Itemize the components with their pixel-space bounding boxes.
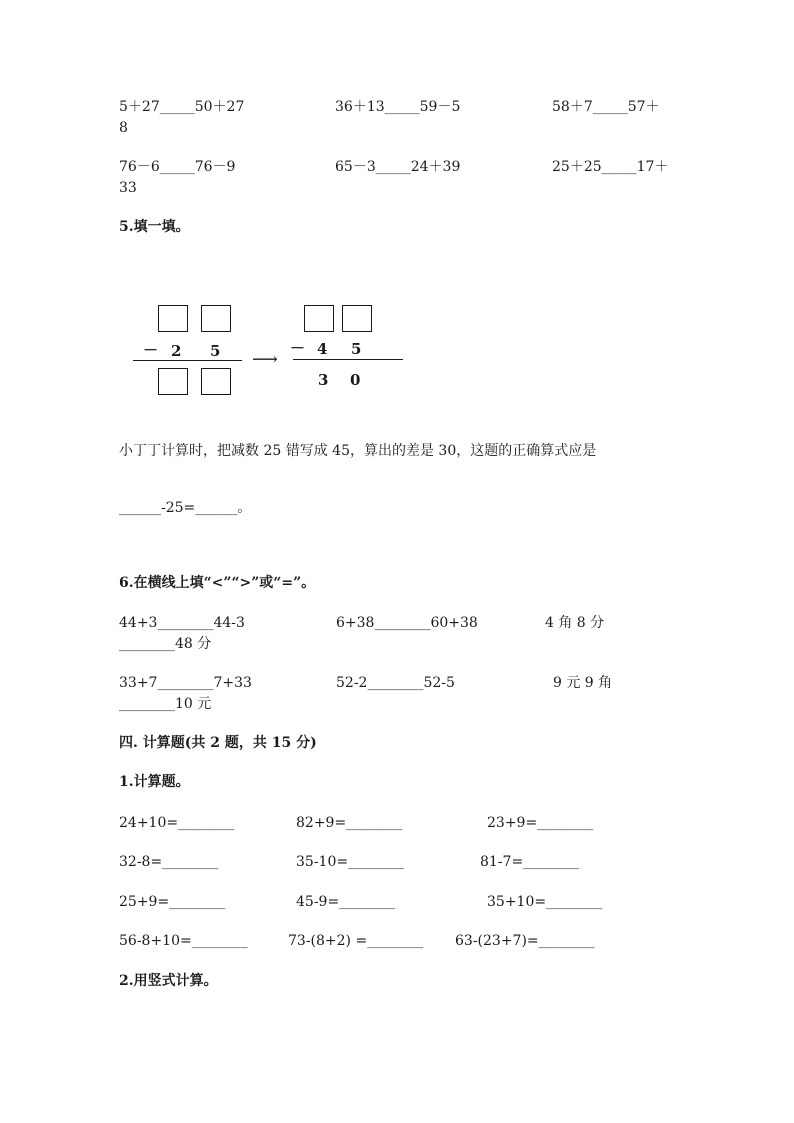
question-1-heading: 1.计算题。: [119, 774, 190, 790]
subtraction-line: [293, 359, 403, 360]
minus-sign: －: [290, 339, 306, 357]
subtraction-line: [133, 360, 242, 361]
question-5-story: 小丁丁计算时，把减数 25 错写成 45，算出的差是 30，这题的正确算式应是: [119, 443, 597, 459]
compare-item: 5＋27_____50＋27: [119, 99, 245, 115]
section-4-heading: 四. 计算题(共 2 题，共 15 分): [119, 735, 317, 751]
compare-item: 65－3_____24＋39: [335, 159, 461, 175]
answer-box[interactable]: [201, 368, 231, 395]
calc-item: 25+9=________: [119, 894, 226, 910]
digit: 0: [350, 371, 361, 389]
question-2-heading: 2.用竖式计算。: [119, 973, 218, 989]
calc-item: 45-9=________: [296, 894, 396, 910]
answer-box[interactable]: [304, 305, 334, 332]
compare-item-wrap: 8: [119, 120, 128, 136]
calc-item: 63-(23+7)=________: [455, 933, 595, 949]
compare-item: 33+7________7+33: [119, 675, 252, 691]
compare-item: 76－6_____76－9: [119, 159, 236, 175]
calc-item: 82+9=________: [296, 815, 403, 831]
arrow-icon: ⟶: [252, 349, 278, 370]
calc-item: 23+9=________: [487, 815, 594, 831]
question-5-heading: 5.填一填。: [119, 219, 190, 235]
compare-item-wrap: 33: [119, 180, 137, 196]
calc-item: 24+10=________: [119, 815, 235, 831]
calc-item: 32-8=________: [119, 854, 219, 870]
calc-item: 35-10=________: [296, 854, 405, 870]
compare-item: 58＋7_____57＋: [552, 99, 660, 115]
calc-item: 73-(8+2) =________: [288, 933, 424, 949]
digit: 5: [351, 340, 362, 358]
answer-box[interactable]: [201, 305, 231, 332]
digit: 3: [318, 371, 329, 389]
compare-item: 6+38________60+38: [336, 615, 478, 631]
compare-item: 44+3________44-3: [119, 615, 245, 631]
calc-item: 56-8+10=________: [119, 933, 248, 949]
answer-box[interactable]: [158, 305, 188, 332]
compare-item: 4 角 8 分: [545, 615, 605, 631]
compare-item-wrap: ________48 分: [119, 636, 212, 652]
digit: 2: [171, 342, 182, 360]
answer-box[interactable]: [158, 368, 188, 395]
question-6-heading: 6.在横线上填“<”“>”或“=”。: [119, 575, 316, 591]
calc-item: 35+10=________: [487, 894, 603, 910]
question-5-answer-line[interactable]: ______-25=______。: [119, 500, 252, 516]
digit: 5: [210, 342, 221, 360]
compare-item: 9 元 9 角: [553, 675, 613, 691]
answer-box[interactable]: [342, 305, 372, 332]
compare-item: 52-2________52-5: [336, 675, 455, 691]
minus-sign: －: [143, 341, 159, 359]
calc-item: 81-7=________: [480, 854, 580, 870]
digit: 4: [317, 340, 328, 358]
compare-item: 36＋13_____59－5: [335, 99, 461, 115]
compare-item: 25＋25_____17＋: [552, 159, 669, 175]
compare-item-wrap: ________10 元: [119, 696, 212, 712]
